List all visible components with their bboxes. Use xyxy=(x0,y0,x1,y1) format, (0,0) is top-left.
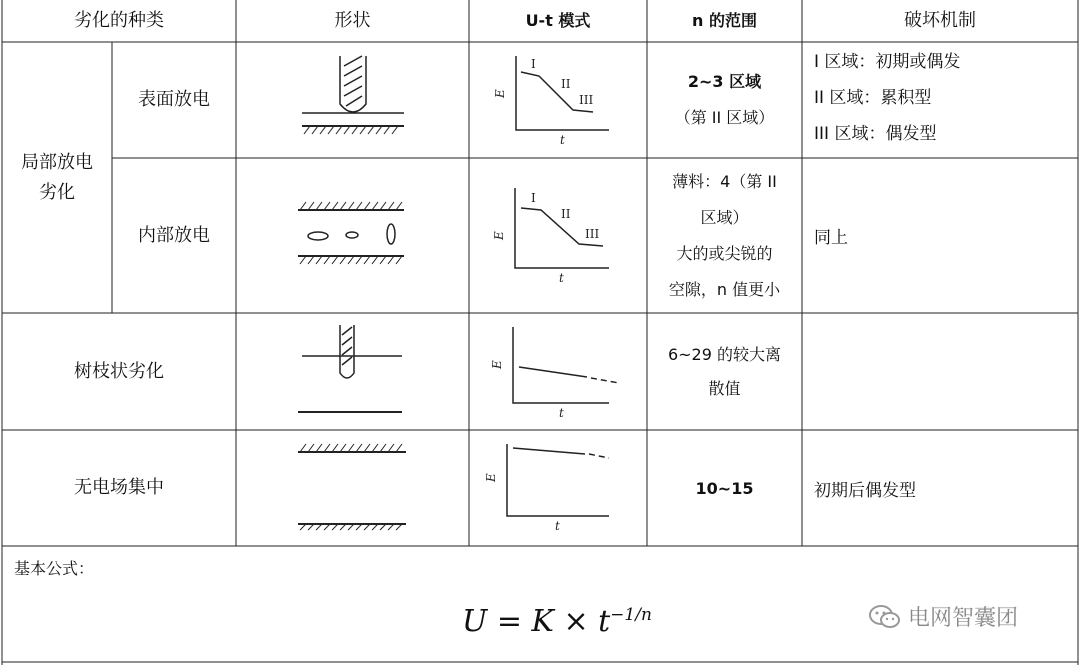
tree-name: 树枝状劣化 xyxy=(74,360,164,382)
internal-n: 薄料：4（第 II 区域） 大的或尖锐的 空隙，n 值更小 xyxy=(668,171,781,299)
surface-ut-plot xyxy=(469,42,647,158)
surface-name: 表面放电 xyxy=(138,89,210,110)
internal-ut-plot xyxy=(469,158,647,313)
internal-mechanism: 同上 xyxy=(814,228,848,248)
internal-label-1: I xyxy=(531,191,536,205)
header-n-range: n 的范围 xyxy=(692,11,757,30)
row-partial-discharge: 局部放电劣化 xyxy=(21,151,93,203)
internal-axis-y: E xyxy=(492,231,506,240)
watermark: 电网智囊团 xyxy=(868,601,1018,632)
header-shape: 形状 xyxy=(334,10,371,31)
header-ut: U-t 模式 xyxy=(525,11,591,30)
surface-n: 2~3 区域 （第 II 区域） xyxy=(674,72,775,127)
nofield-axis-x: t xyxy=(555,519,560,533)
nofield-axis-y: E xyxy=(484,473,498,482)
surface-label-2: II xyxy=(561,77,571,91)
tree-mechanism xyxy=(814,313,1074,430)
tree-ut-plot xyxy=(469,313,647,430)
header-mechanism: 破坏机制 xyxy=(904,10,976,31)
tree-shape-icon xyxy=(236,313,469,430)
surface-axis-x: t xyxy=(560,133,565,147)
surface-axis-y: E xyxy=(493,89,507,98)
tree-axis-x: t xyxy=(559,406,564,420)
surface-label-1: I xyxy=(531,57,536,71)
internal-name: 内部放电 xyxy=(138,224,210,246)
internal-shape-icon xyxy=(236,158,469,313)
tree-axis-y: E xyxy=(490,360,504,369)
surface-mechanism: I 区域：初期或偶发 II 区域：累积型 III 区域：偶发型 xyxy=(814,52,961,144)
surface-shape-icon xyxy=(236,42,469,158)
nofield-name: 无电场集中 xyxy=(74,477,164,498)
nofield-mechanism: 初期后偶发型 xyxy=(814,480,916,501)
header-type: 劣化的种类 xyxy=(74,10,164,31)
internal-label-3: III xyxy=(585,227,600,241)
nofield-n: 10~15 xyxy=(695,478,754,498)
internal-axis-x: t xyxy=(559,271,564,285)
wechat-icon xyxy=(868,604,902,630)
surface-label-3: III xyxy=(579,93,594,107)
nofield-ut-plot xyxy=(469,430,647,546)
nofield-shape-icon xyxy=(236,430,469,546)
internal-label-2: II xyxy=(561,207,571,221)
formula-expression: $U = K \times t^{-1/n}$ xyxy=(462,604,652,639)
formula-label: 基本公式： xyxy=(14,559,95,578)
tree-n: 6~29 的较大离 散值 xyxy=(667,344,782,398)
